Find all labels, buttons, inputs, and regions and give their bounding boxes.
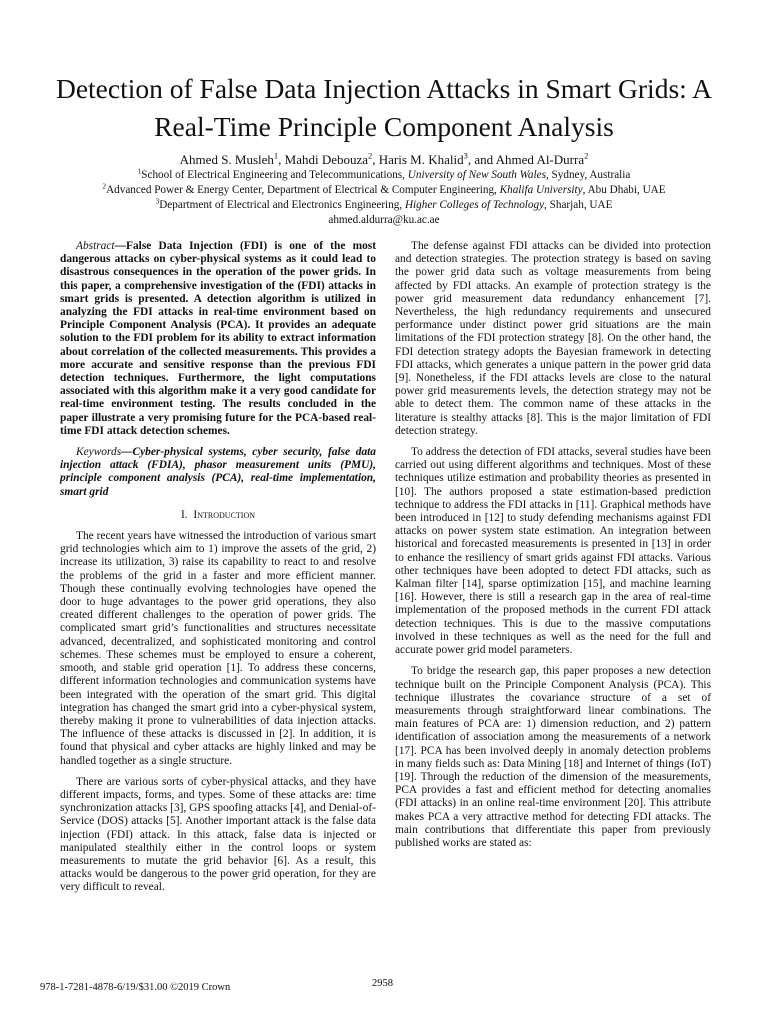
author-affil-mark: 3 (463, 150, 468, 161)
affiliation-location: , Abu Dhabi, UAE (582, 184, 666, 196)
author-affil-mark: 2 (584, 150, 589, 161)
author-separator: , (278, 152, 285, 167)
page-number: 2958 (372, 978, 393, 989)
section-title: Introduction (193, 508, 256, 521)
corresponding-email: ahmed.aldurra@ku.ac.ae (328, 214, 440, 226)
author-separator: , (372, 152, 379, 167)
author-list (40, 152, 728, 168)
section-heading-introduction (60, 509, 376, 522)
affiliation-2 (30, 184, 738, 197)
author-separator: , and (467, 152, 496, 167)
paper-title: Detection of False Data Injection Attacks in Smart Grids: A Real-Time Principle Component Analysis (55, 73, 713, 142)
right-column (395, 240, 711, 858)
affiliation-location: , Sharjah, UAE (544, 199, 613, 211)
copyright-notice: 978-1-7281-4878-6/19/$31.00 ©2019 Crown (40, 982, 231, 993)
affiliation-institution: University of New South Wales (407, 169, 546, 181)
abstract-text: False Data Injection (FDI) is one of the most dangerous attacks on cyber-physical systems as it could lead to disastrous consequences in the operation of the power grids. In this paper, a comprehensive investigation of the (FDI) attacks in smart grids is presented. A detection algorithm is utilized in analyzing the FDI attacks in real-time environment based on Principle Component Analysis (PCA). It provides an adequate solution to the FDI problem for its ability to extract information about correlation of the collected measurements. This provides a more accurate and sensitive response than the previous FDI detection techniques. Furthermore, the light computations associated with this algorithm make it a very good candidate for real-time environment testing. The results concluded in the paper illustrate a very promising future for the PCA-based real-time FDI attack detection schemes. (60, 240, 376, 437)
abstract-dash: — (114, 240, 126, 252)
affiliation-department: Department of Electrical and Electronics Engineering, (159, 199, 405, 211)
affiliation-department: School of Electrical Engineering and Telecommunications, (141, 169, 408, 181)
affiliation-mark: 1 (137, 167, 142, 176)
affiliation-institution: Higher Colleges of Technology (404, 199, 545, 211)
affiliation-3 (30, 199, 738, 212)
body-paragraph: The defense against FDI attacks can be divided into protection and detection strategies. The protection strategy is based on saving the power grid data such as voltage measurements from being affected by FDI attacks. An example of protection strategy is the power grid measurement data redundancy enhancement [7]. Nevertheless, the high redundancy requirements and unsecured performance under distinct power grid situations are the main limitations of the FDI protection strategy [8]. On the other hand, the FDI detection strategy adopts the Bayesian framework in detecting FDI attacks, which generates a unique pattern in the power grid data [9]. Nonetheless, if the FDI attacks levels are close to the natural power grid measurements levels, the detection strategy may not be able to detect them. The common name of these attacks in the literature is stealthy attacks [8]. This is the major limitation of FDI detection strategy. (395, 240, 711, 437)
body-paragraph: To address the detection of FDI attacks, several studies have been carried out using different algorithms and techniques. Most of these techniques utilize estimation and probability theories as presented in [10]. The authors proposed a state estimation-based prediction technique to address the FDI attacks in [11]. Graphical methods have been introduced in [12] to study defending mechanisms against FDI attacks on power system state estimation. An integration between historical and forecasted measurements is presented in [13] in order to enhance the resiliency of smart grids against FDI attacks. Various other techniques have been adopted to detect FDI attacks, such as Kalman filter [14], sparse optimization [15], and machine learning [16]. However, there is still a research gap in the area of real-time implementation of the proposed methods in the current FDI attack detection techniques. This is due to the massive computations involved in these techniques as well as the need for the full and accurate power grid model parameters. (395, 446, 711, 657)
body-paragraph: To bridge the research gap, this paper proposes a new detection technique built on the Principle Component Analysis (PCA). This technique illustrates the covariance structure of a set of measurements through straightforward linear combinations. The main features of PCA are: 1) dimension reduction, and 2) pattern identification of association among the measurements of a network [17]. PCA has been involved deeply in anomaly detection problems in many fields such as: Data Mining [18] and Internet of things (IoT) [19]. Through the reduction of the dimension of the measurements, PCA provides a fast and efficient method for detecting anomalies (FDI attacks) in an online real-time environment [20]. This attribute makes PCA a very attractive method for detecting FDI attacks. The main contributions that differentiate this paper from previously published works are stated as: (395, 665, 711, 849)
affiliation-1 (30, 169, 738, 182)
author-name: Ahmed S. Musleh (179, 152, 274, 167)
author-name: Haris M. Khalid (378, 152, 464, 167)
affiliation-department: Advanced Power & Energy Center, Department of Electrical & Computer Engineering, (106, 184, 500, 196)
body-paragraph: The recent years have witnessed the introduction of various smart grid technologies which aim to 1) improve the assets of the grid, 2) increase its utilization, 3) raise its capability to react to and resolve the problems of the grid in a faster and more efficient manner. Though these continually evolving technologies have opened the door to huge advantages to the power grid operations, they also created different challenges to the operation of power grids. The complicated smart grid’s functionalities and structures necessitate advanced, decentralized, and sophisticated monitoring and control schemes. These schemes must be employed to ensure a coherent, smooth, and stable grid operation [1]. To address these concerns, different information technologies and communication systems have been integrated with the operation of the smart grid. This digital integration has changed the smart grid into a cyber-physical system, thereby making it prone to vulnerabilities of data injection attacks. The influence of these attacks is discussed in [2]. In addition, it is found that physical and cyber attacks are highly linked and may be handled together as a single structure. (60, 530, 376, 767)
affiliation-mark: 2 (102, 182, 107, 191)
abstract (60, 240, 376, 438)
body-paragraph: There are various sorts of cyber-physical attacks, and they have different impacts, forms, and types. Some of these attacks are: time synchronization attacks [3], GPS spoofing attacks [4], and Denial-of-Service (DOS) attacks [5]. Another important attack is the false data injection (FDI) attack. In this attack, false data is injected or manipulated stealthily either in the control loops or system measurements to mutate the grid behavior [6]. As a result, this attacks would be dangerous to the power grid operation, for they are very difficult to reveal. (60, 775, 376, 894)
affiliation-location: , Sydney, Australia (545, 169, 631, 181)
author-affil-mark: 1 (273, 150, 279, 161)
keywords (60, 446, 376, 499)
abstract-label: Abstract (76, 240, 115, 252)
author-affil-mark: 2 (368, 150, 373, 161)
keywords-dash: — (121, 446, 133, 459)
affiliation-mark: 3 (155, 197, 160, 206)
section-number: I. (180, 508, 188, 521)
keywords-text: Cyber-physical systems, cyber security, false data injection attack (FDIA), phasor measurement units (PMU), principle component analysis (PCA), real-time implementation, smart grid (60, 446, 376, 498)
left-column (60, 240, 376, 903)
affiliation-institution: Khalifa University (499, 184, 583, 196)
keywords-label: Keywords (76, 446, 122, 459)
author-name: Mahdi Debouza (284, 152, 369, 167)
author-name: Ahmed Al-Durra (495, 152, 585, 167)
